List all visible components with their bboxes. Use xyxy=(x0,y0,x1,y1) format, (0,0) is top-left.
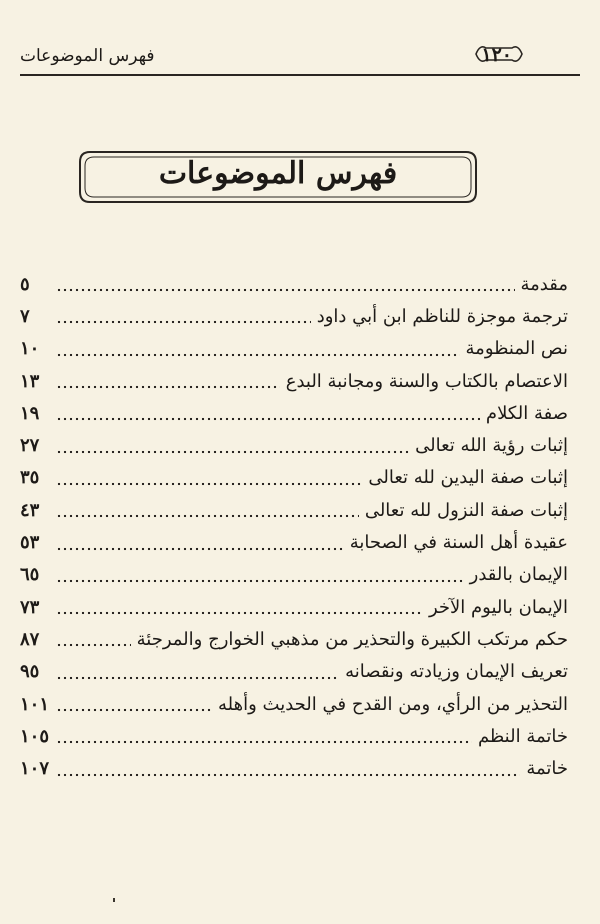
toc-leader-dots xyxy=(56,596,423,618)
toc-entry-page: ٣٥ xyxy=(20,467,40,489)
toc-entry-title: إثبات صفة اليدين لله تعالى xyxy=(368,467,568,489)
toc-entry-title: صفة الكلام xyxy=(485,402,568,424)
toc-leader-dots xyxy=(56,499,359,521)
toc-entry-page: ١٩ xyxy=(20,402,40,424)
toc-row xyxy=(20,656,568,688)
toc-row xyxy=(20,462,568,494)
toc-row xyxy=(20,591,568,623)
toc-row xyxy=(20,526,568,558)
toc-entry-title: حكم مرتكب الكبيرة والتحذير من مذهبي الخوارج والمرجئة xyxy=(136,628,568,650)
toc-leader-dots xyxy=(56,273,515,295)
page-number: ١٢٠ xyxy=(481,44,512,66)
toc-leader-dots xyxy=(56,628,131,650)
toc-entry-page: ٢٧ xyxy=(20,435,40,457)
toc-entry-page: ٨٧ xyxy=(20,628,40,650)
toc-entry-title: خاتمة النظم xyxy=(477,725,568,747)
table-of-contents xyxy=(20,268,568,785)
toc-entry-page: ٤٣ xyxy=(20,499,40,521)
toc-row xyxy=(20,429,568,461)
toc-entry-page: ٧ xyxy=(20,305,30,327)
toc-leader-dots xyxy=(56,564,464,586)
toc-row xyxy=(20,333,568,365)
toc-row xyxy=(20,300,568,332)
toc-row xyxy=(20,623,568,655)
toc-leader-dots xyxy=(56,305,311,327)
toc-row xyxy=(20,397,568,429)
toc-leader-dots xyxy=(56,435,409,457)
toc-entry-page: ٧٣ xyxy=(20,596,40,618)
toc-entry-page: ١٠١ xyxy=(20,693,50,715)
toc-entry-title: مقدمة xyxy=(520,273,568,295)
toc-entry-title: نص المنظومة xyxy=(465,338,568,360)
toc-entry-page: ٩٥ xyxy=(20,661,40,683)
toc-leader-dots xyxy=(56,758,520,780)
toc-entry-title: ترجمة موجزة للناظم ابن أبي داود xyxy=(316,305,568,327)
toc-row xyxy=(20,559,568,591)
toc-row xyxy=(20,365,568,397)
toc-entry-title: الإيمان بالقدر xyxy=(469,564,568,586)
page-speck xyxy=(113,898,115,902)
toc-entry-title: إثبات رؤية الله تعالى xyxy=(415,435,568,457)
toc-row xyxy=(20,752,568,784)
toc-leader-dots xyxy=(56,402,480,424)
title-frame xyxy=(76,148,480,206)
toc-row xyxy=(20,494,568,526)
running-header-title: فهرس الموضوعات xyxy=(20,46,155,66)
toc-entry-page: ٥ xyxy=(20,273,30,295)
header-rule xyxy=(20,74,580,76)
toc-entry-page: ١٣ xyxy=(20,370,40,392)
toc-entry-page: ١٠٧ xyxy=(20,758,50,780)
toc-entry-title: التحذير من الرأي، ومن القدح في الحديث وأهله xyxy=(218,693,568,715)
toc-row xyxy=(20,268,568,300)
toc-entry-title: إثبات صفة النزول لله تعالى xyxy=(364,499,568,521)
toc-leader-dots xyxy=(56,725,472,747)
toc-entry-page: ٥٣ xyxy=(20,532,40,554)
toc-leader-dots xyxy=(56,532,344,554)
toc-entry-title: عقيدة أهل السنة في الصحابة xyxy=(349,532,568,554)
page-header xyxy=(20,40,580,76)
toc-leader-dots xyxy=(56,661,339,683)
toc-entry-title: الاعتصام بالكتاب والسنة ومجانبة البدع xyxy=(285,370,568,392)
toc-entry-page: ١٠٥ xyxy=(20,725,50,747)
toc-leader-dots xyxy=(56,338,460,360)
toc-leader-dots xyxy=(56,370,280,392)
toc-entry-page: ٦٥ xyxy=(20,564,40,586)
toc-row xyxy=(20,720,568,752)
toc-leader-dots xyxy=(56,693,212,715)
toc-leader-dots xyxy=(56,467,362,489)
toc-row xyxy=(20,688,568,720)
toc-entry-title: الإيمان باليوم الآخر xyxy=(428,596,568,618)
toc-entry-title: تعريف الإيمان وزيادته ونقصانه xyxy=(345,661,568,683)
toc-entry-title: خاتمة xyxy=(526,758,568,780)
toc-entry-page: ١٠ xyxy=(20,338,40,360)
main-title: فهرس الموضوعات xyxy=(158,156,398,191)
